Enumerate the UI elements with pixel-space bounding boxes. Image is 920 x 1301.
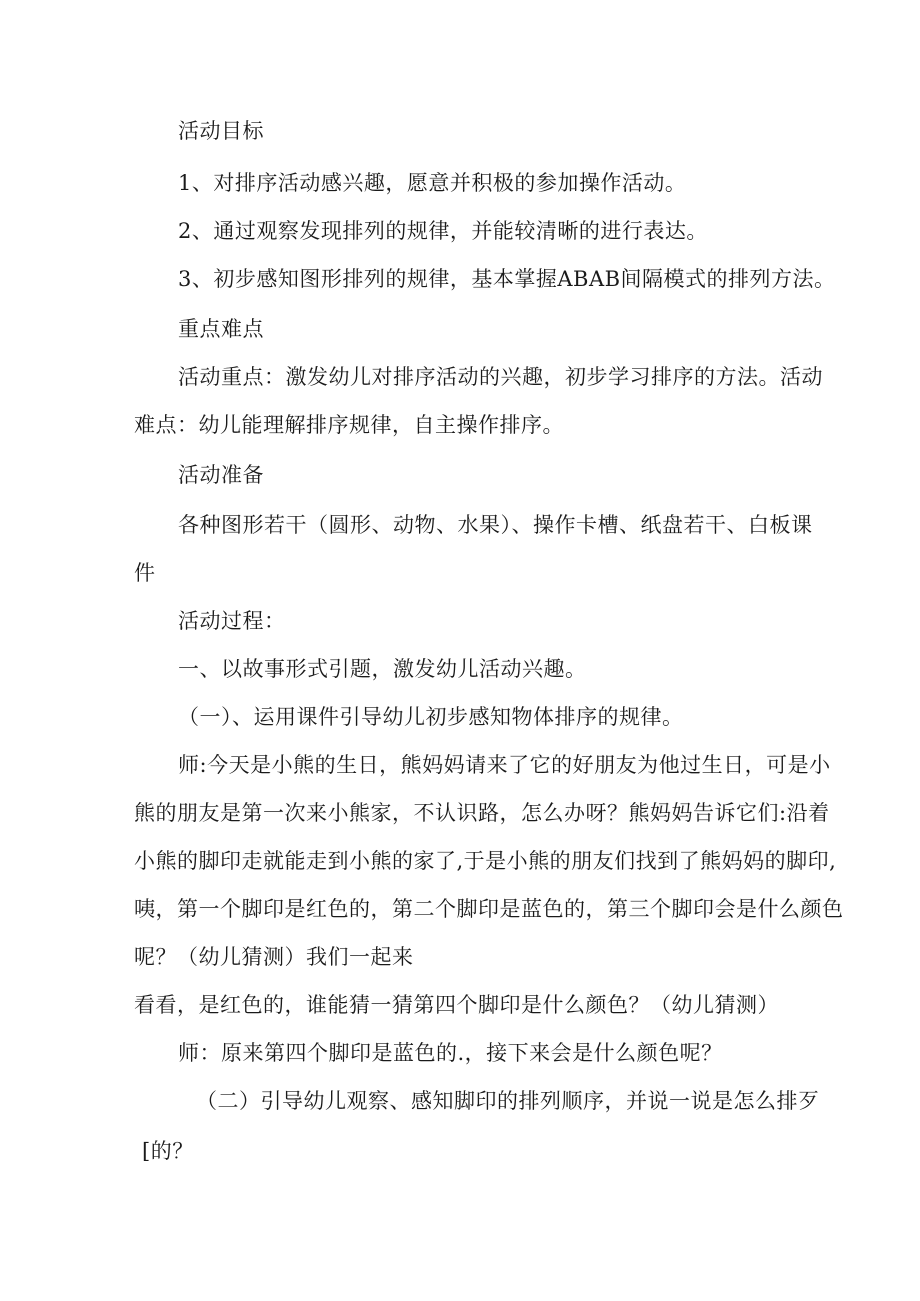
heading-activity-goals: 活动目标 (178, 119, 264, 143)
paragraph-preparation-line2: 件 (134, 561, 156, 585)
heading-key-difficulties: 重点难点 (178, 317, 264, 341)
paragraph-preparation-line1: 各种图形若干（圆形、动物、水果）、操作卡槽、纸盘若干、白板课 (178, 513, 813, 537)
story-paragraph-line3: 小熊的脚印走就能走到小熊的家了,于是小熊的朋友们找到了熊妈妈的脚印, (134, 849, 837, 873)
story-paragraph-line4: 咦，第一个脚印是红色的，第二个脚印是蓝色的，第三个脚印会是什么颜色 (134, 897, 844, 921)
goal-item-2: 2、通过观察发现排列的规律，并能较清晰的进行表达。 (178, 219, 708, 243)
story-paragraph-line6: 看看，是红色的，谁能猜一猜第四个脚印是什么颜色？（幼儿猜测） (134, 993, 779, 1017)
story-paragraph-line1: 师:今天是小熊的生日，熊妈妈请来了它的好朋友为他过生日，可是小 (178, 753, 831, 777)
heading-preparation: 活动准备 (178, 463, 264, 487)
subsection-one-title: （一）、运用课件引导幼儿初步感知物体排序的规律。 (178, 705, 684, 729)
story-paragraph-line2: 熊的朋友是第一次来小熊家，不认识路，怎么办呀？熊妈妈告诉它们:沿着 (134, 801, 830, 825)
subsection-two-title-line1: （二）引导幼儿观察、感知脚印的排列顺序，并说一说是怎么排歹 (196, 1089, 820, 1113)
heading-process: 活动过程： (178, 609, 286, 633)
paragraph-key-points-line2: 难点：幼儿能理解排序规律，自主操作排序。 (134, 413, 564, 437)
section-one-title: 一、以故事形式引题，激发幼儿活动兴趣。 (178, 657, 587, 681)
teacher-question: 师：原来第四个脚印是蓝色的.，接下来会是什么颜色呢？ (178, 1041, 723, 1065)
subsection-two-title-line2: [的？ (142, 1139, 194, 1163)
goal-item-1: 1、对排序活动感兴趣，愿意并积极的参加操作活动。 (178, 171, 687, 195)
paragraph-key-points-line1: 活动重点：激发幼儿对排序活动的兴趣，初步学习排序的方法。活动 (178, 365, 823, 389)
story-paragraph-line5: 呢？（幼儿猜测）我们一起来 (134, 945, 414, 969)
goal-item-3: 3、初步感知图形排列的规律，基本掌握ABAB间隔模式的排列方法。 (178, 267, 836, 291)
